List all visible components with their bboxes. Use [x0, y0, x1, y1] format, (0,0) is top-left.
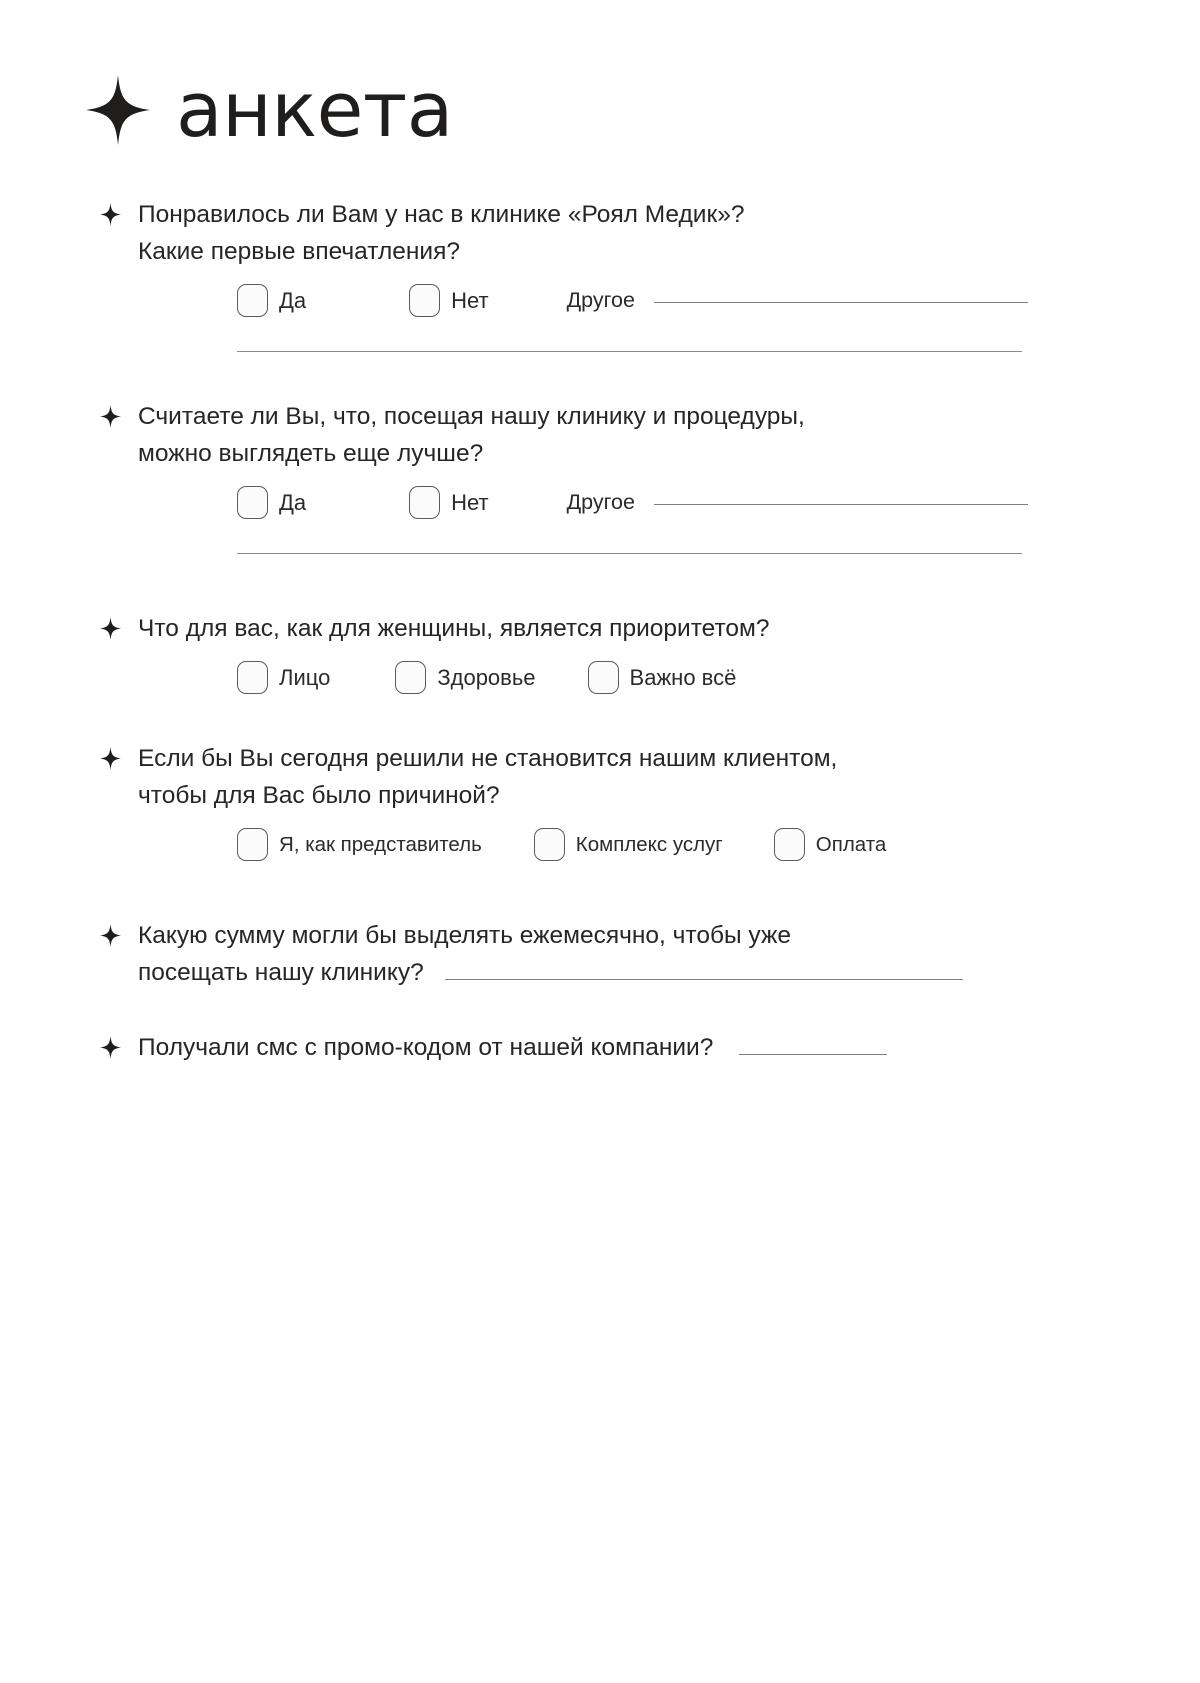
option-label: Оплата	[815, 832, 887, 856]
option-q4-kompleks-uslug[interactable]	[534, 828, 723, 861]
question-line: Получали смс с промо-кодом от нашей компании?	[138, 1034, 714, 1061]
question-block-6	[100, 1029, 1110, 1066]
writein-line-q5[interactable]	[445, 979, 963, 980]
options-row-3	[237, 661, 1110, 694]
question-line: Что для вас, как для женщины, является приоритетом?	[138, 615, 770, 642]
question-line: посещать нашу клинику?	[138, 959, 424, 986]
page-header	[86, 65, 453, 154]
checkbox-q4-oplata[interactable]	[774, 828, 805, 861]
writein-line-q1[interactable]	[654, 302, 1028, 303]
options-row-1	[237, 284, 1110, 317]
question-line: Какие первые впечатления?	[138, 238, 460, 265]
question-text-3	[138, 610, 770, 647]
question-block-4	[100, 740, 1110, 861]
checkbox-q2-net[interactable]	[409, 486, 440, 519]
question-block-2	[100, 398, 1110, 554]
option-label: Нет	[451, 489, 489, 515]
checkbox-q4-kompleks-uslug[interactable]	[534, 828, 565, 861]
writein-label-q2: Другое	[566, 490, 635, 514]
checkbox-q3-vazhno-vse[interactable]	[588, 661, 619, 694]
writein-line-q1-second[interactable]	[237, 351, 1022, 352]
question-block-1	[100, 196, 1110, 352]
question-line: Понравилось ли Вам у нас в клинике «Роял Медик»?	[138, 201, 745, 228]
questionnaire-form	[100, 196, 1110, 1066]
question-text-1	[138, 196, 744, 270]
writein-line-q2[interactable]	[654, 504, 1028, 505]
option-label: Комплекс услуг	[575, 832, 723, 856]
option-q1-da[interactable]	[237, 284, 306, 317]
option-q4-predstavitel[interactable]	[237, 828, 482, 861]
option-label: Нет	[451, 287, 489, 313]
option-q3-lico[interactable]	[237, 661, 330, 694]
page-title: анкета	[176, 65, 453, 154]
checkbox-q3-lico[interactable]	[237, 661, 268, 694]
question-text-6	[138, 1029, 887, 1066]
checkbox-q1-da[interactable]	[237, 284, 268, 317]
question-block-3	[100, 610, 1110, 694]
question-line: можно выглядеть еще лучше?	[138, 440, 484, 467]
option-label: Здоровье	[437, 664, 536, 690]
option-q3-vazhno-vse[interactable]	[588, 661, 737, 694]
option-label: Да	[279, 287, 307, 313]
writein-label-q1: Другое	[566, 288, 635, 312]
four-pointed-star-bullet-icon	[100, 924, 121, 947]
four-pointed-star-bullet-icon	[100, 617, 121, 640]
option-q2-da[interactable]	[237, 486, 306, 519]
option-q1-net[interactable]	[409, 284, 488, 317]
four-pointed-star-bullet-icon	[100, 203, 121, 226]
option-q2-net[interactable]	[409, 486, 488, 519]
option-q3-zdorovye[interactable]	[395, 661, 535, 694]
option-label: Я, как представитель	[279, 832, 482, 856]
question-text-5	[138, 917, 963, 991]
option-q4-oplata[interactable]	[774, 828, 887, 861]
question-text-2	[138, 398, 805, 472]
question-line: Если бы Вы сегодня решили не становится нашим клиентом,	[138, 745, 838, 772]
checkbox-q4-predstavitel[interactable]	[237, 828, 268, 861]
four-pointed-star-bullet-icon	[100, 747, 121, 770]
question-line: Считаете ли Вы, что, посещая нашу клинику и процедуры,	[138, 403, 805, 430]
four-pointed-star-bullet-icon	[100, 1036, 121, 1059]
options-row-4	[237, 828, 1110, 861]
writein-line-q6[interactable]	[739, 1054, 887, 1055]
question-line: Какую сумму могли бы выделять ежемесячно, чтобы уже	[138, 922, 791, 949]
question-block-5	[100, 917, 1110, 991]
option-label: Лицо	[279, 664, 331, 690]
four-pointed-star-icon	[86, 75, 150, 145]
checkbox-q1-net[interactable]	[409, 284, 440, 317]
option-label: Да	[279, 489, 307, 515]
question-line: чтобы для Вас было причиной?	[138, 782, 500, 809]
writein-line-q2-second[interactable]	[237, 553, 1022, 554]
option-label: Важно всё	[629, 664, 737, 690]
question-text-4	[138, 740, 837, 814]
four-pointed-star-bullet-icon	[100, 405, 121, 428]
options-row-2	[237, 486, 1110, 519]
checkbox-q3-zdorovye[interactable]	[395, 661, 426, 694]
checkbox-q2-da[interactable]	[237, 486, 268, 519]
